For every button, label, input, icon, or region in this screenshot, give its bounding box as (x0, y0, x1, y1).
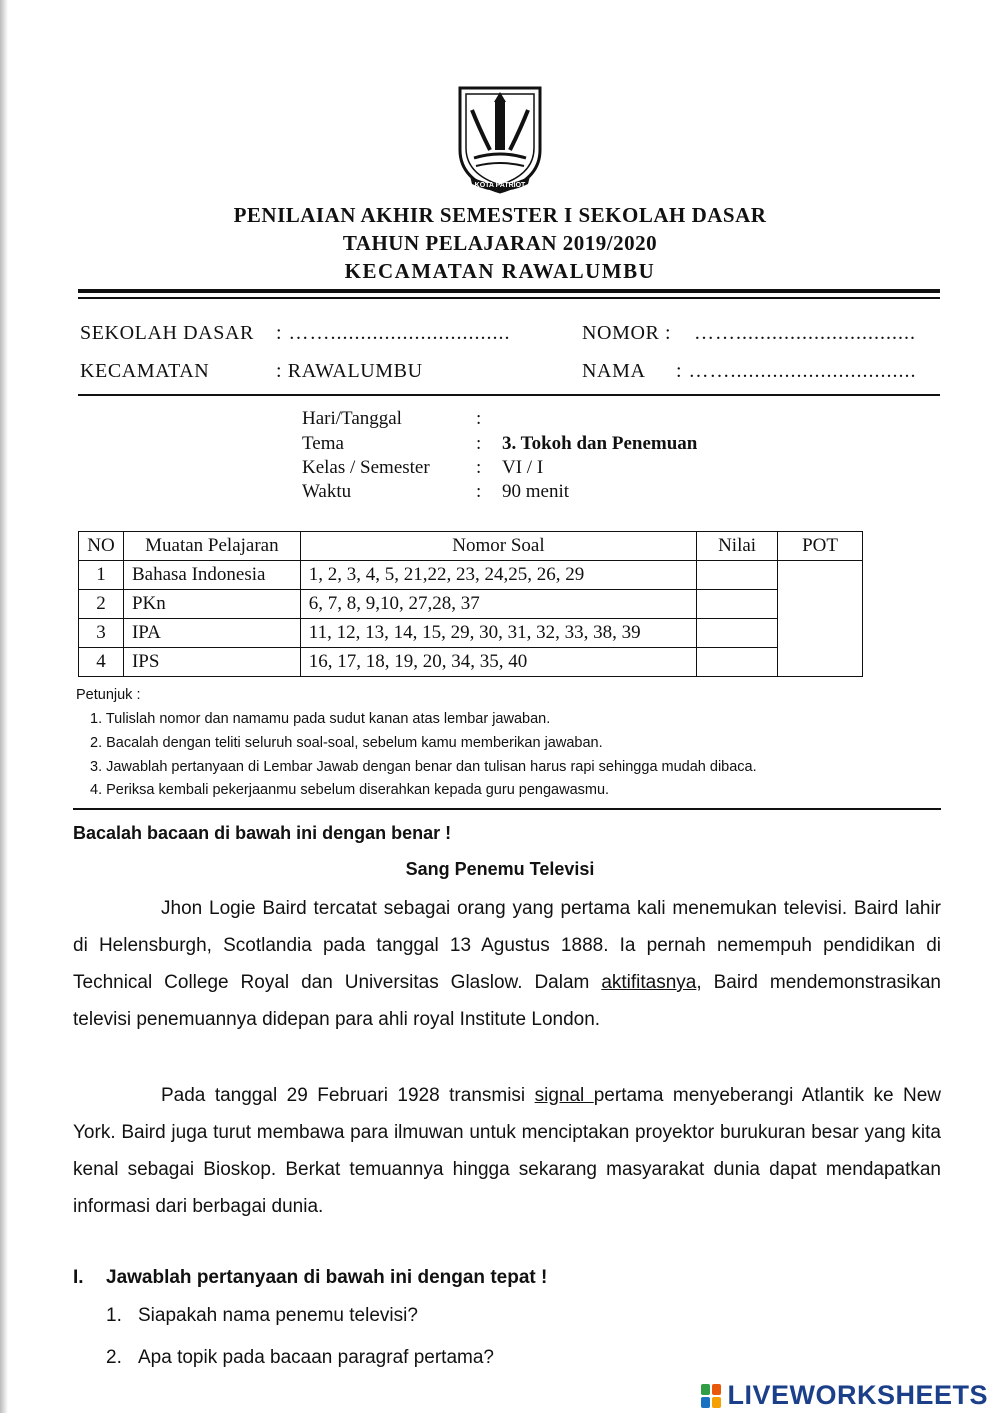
info-colon: : (476, 433, 482, 454)
cell-no: 3 (79, 619, 124, 648)
cell-no: 1 (79, 561, 124, 590)
info-colon: : (476, 457, 482, 478)
instruction-item: 4. Periksa kembali pekerjaanmu sebelum diserahkan kepada guru pengawasmu. (90, 782, 610, 798)
cell-subject: PKn (123, 590, 300, 619)
info-value-theme: 3. Tokoh dan Penemuan (502, 433, 698, 454)
col-header-score: Nilai (697, 532, 778, 561)
p2-underlined: signal (534, 1085, 594, 1106)
name-field[interactable]: : ……............................... (676, 360, 917, 382)
reading-paragraph-1 (73, 890, 941, 1038)
col-header-pot: POT (778, 532, 863, 561)
col-header-no: NO (79, 532, 124, 561)
kota-patriot-emblem (440, 80, 560, 200)
header-line-1: PENILAIAN AKHIR SEMESTER I SEKOLAH DASAR (233, 203, 767, 227)
cell-subject: IPA (123, 619, 300, 648)
table-header-row (79, 532, 863, 561)
question-text: Siapakah nama penemu televisi? (138, 1305, 418, 1326)
district-label: KECAMATAN (80, 360, 210, 382)
col-header-subject: Muatan Pelajaran (123, 532, 300, 561)
info-label-date: Hari/Tanggal (302, 408, 402, 429)
cell-score[interactable] (697, 561, 778, 590)
instructions-rule (73, 808, 941, 810)
cell-no: 4 (79, 648, 124, 677)
name-label: NAMA (582, 360, 646, 382)
instruction-item: 1. Tulislah nomor dan namamu pada sudut kanan atas lembar jawaban. (90, 711, 551, 727)
info-label-theme: Tema (302, 433, 344, 454)
col-header-questions: Nomor Soal (300, 532, 696, 561)
liveworksheets-logo-icon (701, 1384, 721, 1408)
table-row (79, 561, 863, 590)
p1-underlined: aktifitasnya (601, 972, 697, 993)
info-colon: : (476, 408, 482, 429)
cell-subject: Bahasa Indonesia (123, 561, 300, 590)
reading-paragraph-2 (73, 1077, 941, 1225)
cell-pot[interactable] (778, 561, 863, 677)
header-line-2: TAHUN PELAJARAN 2019/2020 (342, 231, 658, 255)
table-row (79, 648, 863, 677)
instructions-title: Petunjuk : (76, 687, 141, 703)
section-numeral: I. (73, 1267, 84, 1288)
district-value: : RAWALUMBU (276, 360, 423, 382)
instruction-item: 3. Jawablah pertanyaan di Lembar Jawab dengan benar dan tulisan harus rapi sehingga mudah dibaca. (90, 759, 757, 775)
subjects-table (78, 531, 863, 677)
identity-rule (78, 394, 940, 396)
p1-text: Jhon Logie Baird tercatat sebagai orang yang pertama kali menemukan televisi. Baird lahir di Helensburgh, Scotlandia pada tanggal 13 Agustus 1888. Ia pernah nemempuh pendidikan di Technical College Royal dan Universitas Glaslow. Dalam (73, 898, 941, 993)
cell-no: 2 (79, 590, 124, 619)
school-label: SEKOLAH DASAR (80, 322, 254, 344)
table-row (79, 590, 863, 619)
info-colon: : (476, 481, 482, 502)
p2-text-end: pertama menyeberangi Atlantik ke New York. Baird juga turut membawa para ilmuwan untuk menciptakan proyektor burukuran besar yang kita kenal sebagai Bioskop. Berkat temuannya hingga sekarang masyarakat dunia dapat mendapatkan informasi dari berbagai dunia. (73, 1085, 942, 1217)
section-heading: Jawablah pertanyaan di bawah ini dengan tepat ! (106, 1267, 548, 1288)
table-row (79, 619, 863, 648)
cell-score[interactable] (697, 590, 778, 619)
question-number: 2. (106, 1347, 122, 1368)
school-field[interactable]: : …….............................. (276, 322, 511, 344)
question-number: 1. (106, 1305, 122, 1326)
cell-questions: 11, 12, 13, 14, 15, 29, 30, 31, 32, 33, 38, 39 (300, 619, 696, 648)
liveworksheets-watermark (701, 1380, 988, 1411)
number-field[interactable]: …….............................. (694, 322, 916, 344)
cell-questions: 6, 7, 8, 9,10, 27,28, 37 (300, 590, 696, 619)
cell-score[interactable] (697, 648, 778, 677)
reading-instruction: Bacalah bacaan di bawah ini dengan benar ! (73, 823, 452, 843)
question-text: Apa topik pada bacaan paragraf pertama? (138, 1347, 494, 1368)
p1-text-end: , Baird mendemonstrasikan televisi penemuannya didepan para ahli royal Institute London. (73, 972, 941, 1030)
watermark-text: LIVEWORKSHEETS (727, 1380, 988, 1410)
header-rule-thick (78, 289, 940, 293)
cell-questions: 16, 17, 18, 19, 20, 34, 35, 40 (300, 648, 696, 677)
header-rule-thin (78, 297, 940, 299)
cell-score[interactable] (697, 619, 778, 648)
info-label-time: Waktu (302, 481, 352, 502)
instruction-item: 2. Bacalah dengan teliti seluruh soal-soal, sebelum kamu memberikan jawaban. (90, 735, 603, 751)
info-value-class: VI / I (502, 457, 544, 478)
number-label: NOMOR : (582, 322, 672, 344)
p2-text: Pada tanggal 29 Februari 1928 transmisi (161, 1085, 535, 1106)
cell-questions: 1, 2, 3, 4, 5, 21,22, 23, 24,25, 26, 29 (300, 561, 696, 590)
reading-title: Sang Penemu Televisi (405, 859, 595, 879)
header-line-3: KECAMATAN RAWALUMBU (344, 259, 656, 283)
cell-subject: IPS (123, 648, 300, 677)
info-value-time: 90 menit (502, 481, 570, 502)
info-label-class: Kelas / Semester (302, 457, 430, 478)
emblem-text: KOTA PATRIOT (474, 182, 526, 189)
